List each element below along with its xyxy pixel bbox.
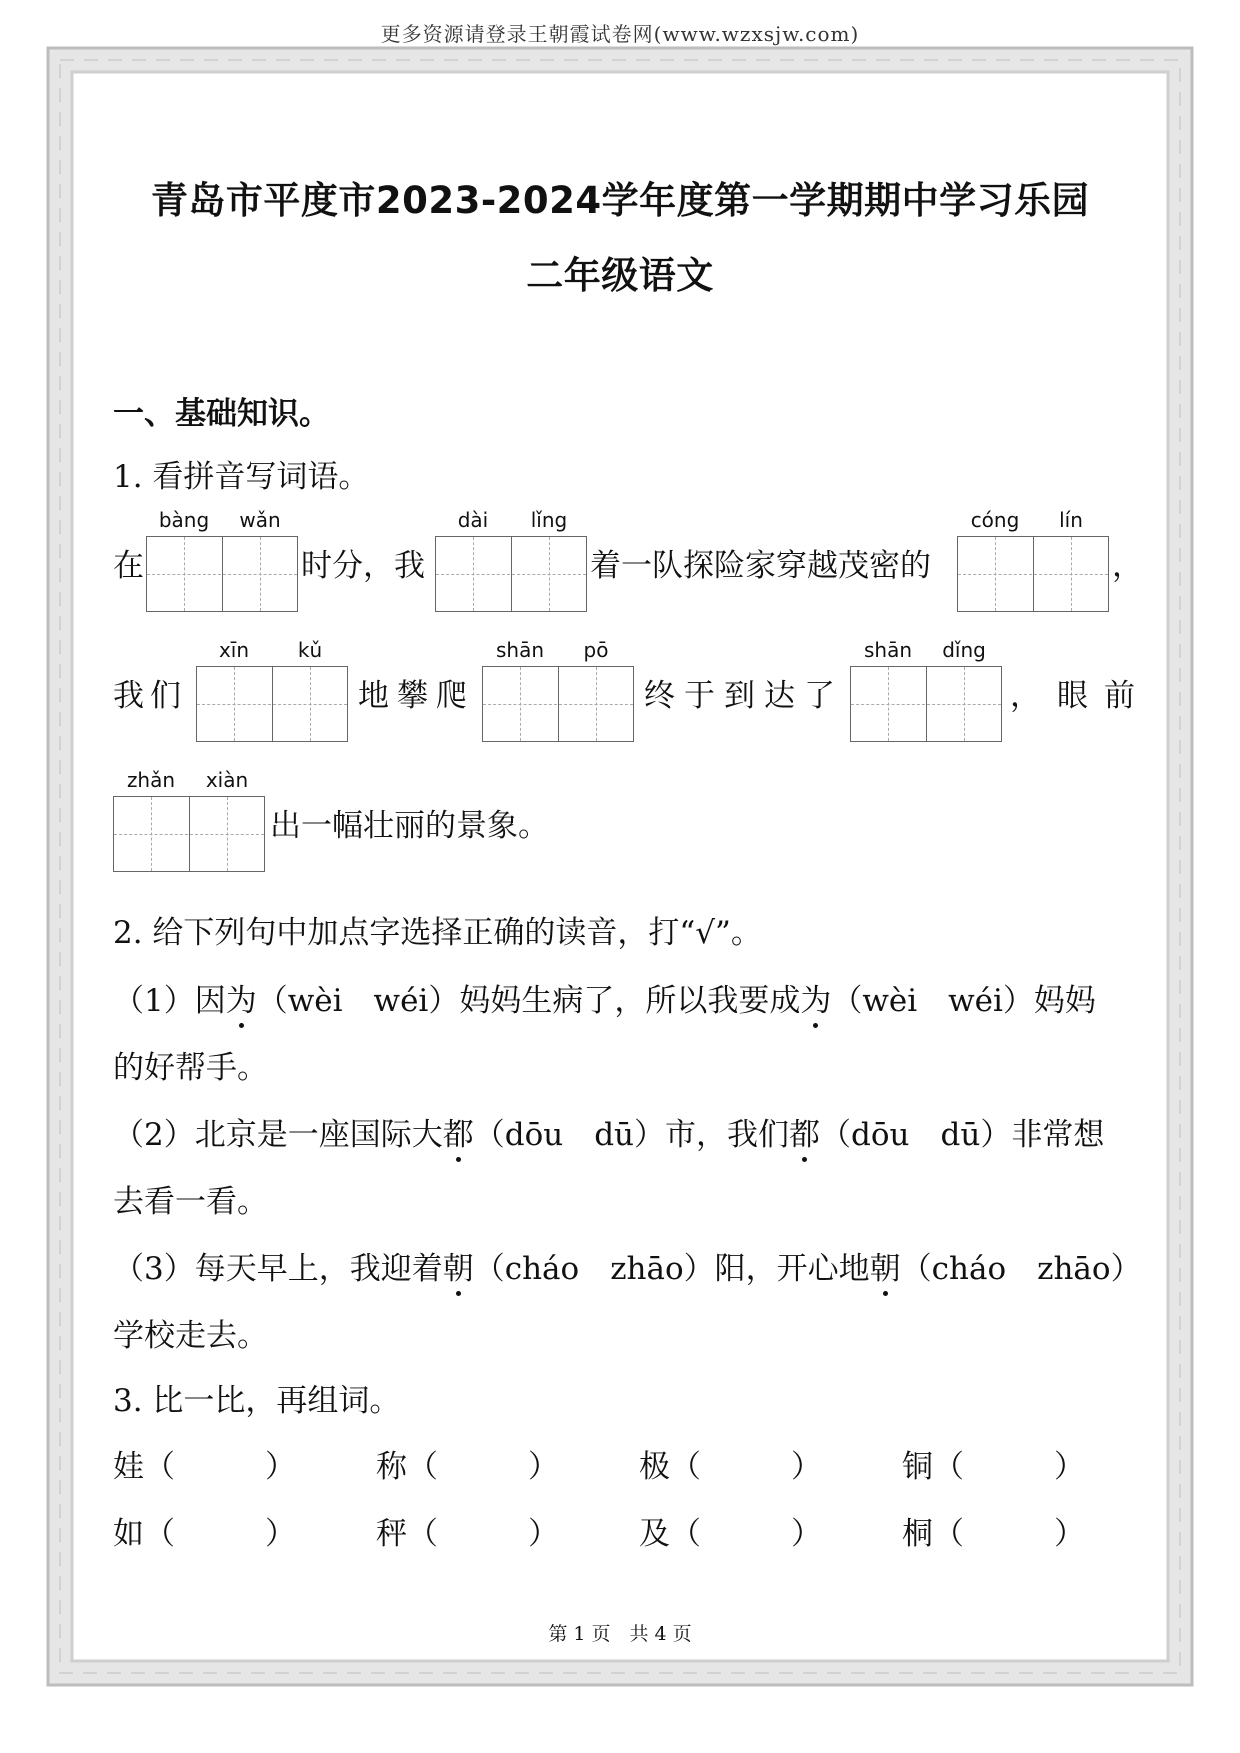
dotted-char: 为: [800, 975, 831, 1020]
q2-sentence-3: （3）每天早上，我迎着朝（cháo zhāo）阳，开心地朝（cháo zhāo）: [113, 1243, 1142, 1288]
q2-sentence-1-cont: 的好帮手。: [113, 1050, 268, 1086]
q1-text: 时分，我: [301, 548, 425, 584]
q1-text: 地攀爬: [358, 678, 475, 714]
q2-sentence-3-cont: 学校走去。: [113, 1318, 268, 1354]
dotted-char: 朝: [870, 1243, 901, 1288]
compare-item: 秤（ ）: [376, 1516, 559, 1552]
compare-item: 称（ ）: [376, 1449, 559, 1485]
dotted-char: 为: [226, 975, 257, 1020]
pinyin-label: zhǎn: [126, 768, 176, 792]
q1-text: 我们: [113, 678, 187, 714]
q1-text: ，眼前: [1010, 678, 1151, 714]
compare-item: 及（ ）: [639, 1516, 822, 1552]
pinyin-label: pō: [583, 638, 609, 662]
pinyin-label: dài: [457, 508, 489, 532]
writing-grid-box[interactable]: [957, 536, 1109, 612]
q1-text: 在: [113, 548, 144, 584]
question-3-title: 3. 比一比，再组词。: [113, 1383, 401, 1419]
q1-text: 着一队探险家穿越茂密的: [590, 548, 931, 584]
writing-grid-box[interactable]: [482, 666, 634, 742]
pinyin-label: shān: [495, 638, 545, 662]
question-1-title: 1. 看拼音写词语。: [113, 459, 370, 495]
q2-sentence-1: （1）因为（wèi wéi）妈妈生病了，所以我要成为（wèi wéi）妈妈: [113, 975, 1096, 1020]
writing-grid-box[interactable]: [113, 796, 265, 872]
compare-item: 极（ ）: [639, 1449, 822, 1485]
pinyin-label: kǔ: [297, 638, 323, 662]
pinyin-label: dǐng: [942, 638, 986, 662]
q1-text: 终于到达了: [644, 678, 844, 714]
pinyin-label: wǎn: [239, 508, 281, 532]
pinyin-label: lǐng: [530, 508, 568, 532]
q2-sentence-2-cont: 去看一看。: [113, 1184, 268, 1220]
exam-subtitle: 二年级语文: [526, 254, 714, 297]
writing-grid-box[interactable]: [146, 536, 298, 612]
q1-text: 出一幅壮丽的景象。: [270, 808, 549, 844]
compare-item: 桐（ ）: [902, 1516, 1085, 1552]
header-source-note: 更多资源请登录王朝霞试卷网(www.wzxsjw.com): [380, 22, 860, 46]
dotted-char: 朝: [443, 1243, 474, 1288]
writing-grid-box[interactable]: [196, 666, 348, 742]
compare-item: 娃（ ）: [113, 1449, 296, 1485]
q2-sentence-2: （2）北京是一座国际大都（dōu dū）市，我们都（dōu dū）非常想: [113, 1109, 1104, 1154]
question-2-title: 2. 给下列句中加点字选择正确的读音，打“√”。: [113, 915, 762, 951]
pinyin-label: xīn: [218, 638, 250, 662]
writing-grid-box[interactable]: [850, 666, 1002, 742]
pinyin-label: lín: [1059, 508, 1083, 532]
page-footer: 第 1 页 共 4 页: [548, 1623, 692, 1645]
compare-item: 如（ ）: [113, 1516, 296, 1552]
section-heading: 一、基础知识。: [113, 396, 330, 432]
writing-grid-box[interactable]: [435, 536, 587, 612]
q1-text: ，: [1112, 548, 1143, 584]
pinyin-label: cóng: [970, 508, 1020, 532]
exam-title: 青岛市平度市2023-2024学年度第一学期期中学习乐园: [150, 179, 1090, 222]
dotted-char: 都: [443, 1109, 474, 1154]
pinyin-label: xiàn: [205, 768, 249, 792]
pinyin-label: shān: [863, 638, 913, 662]
pinyin-label: bàng: [158, 508, 210, 532]
compare-item: 铜（ ）: [902, 1449, 1085, 1485]
dotted-char: 都: [789, 1109, 820, 1154]
